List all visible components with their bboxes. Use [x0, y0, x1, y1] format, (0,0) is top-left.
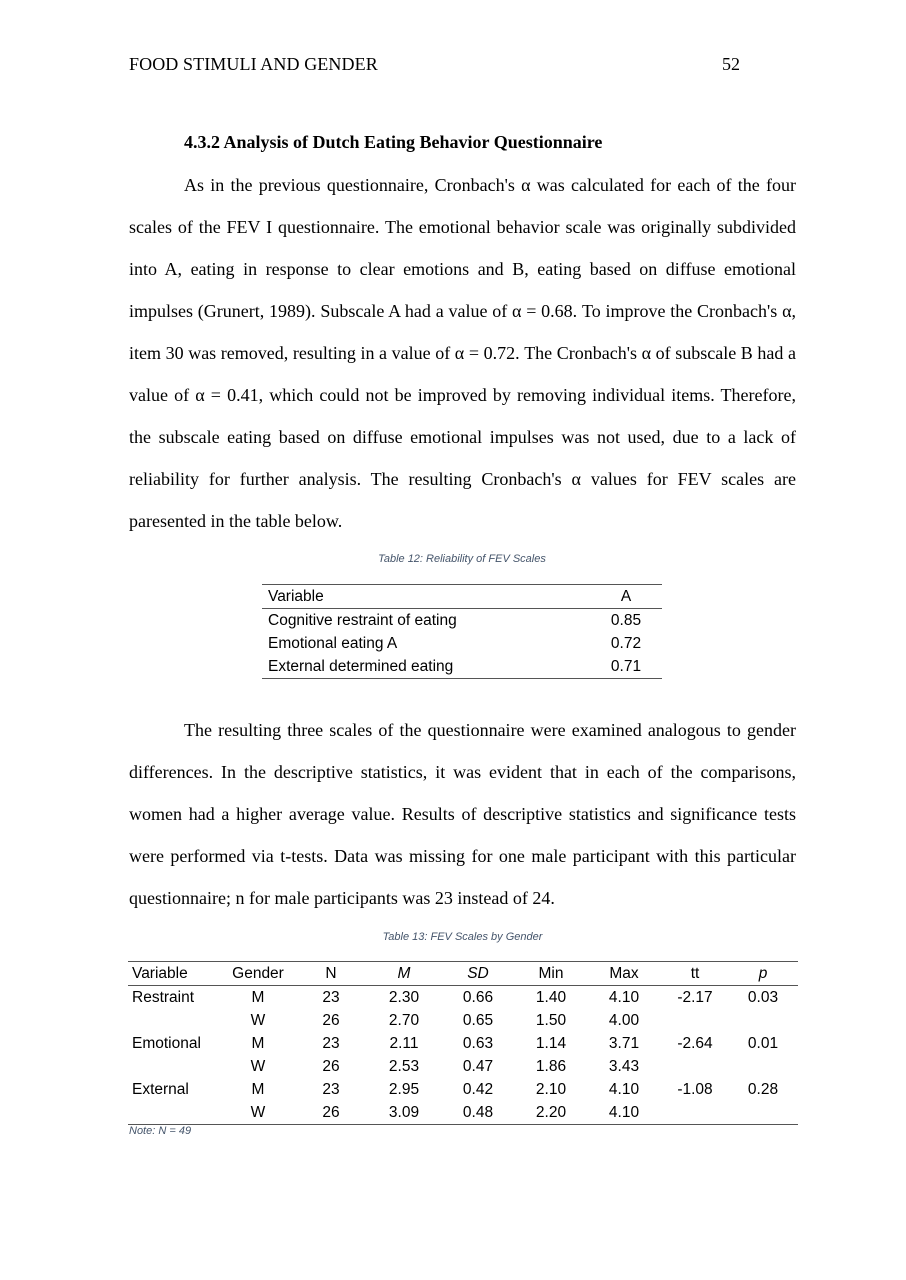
column-header: Min: [516, 962, 586, 986]
table-cell: [128, 1055, 222, 1078]
table-cell: 23: [322, 1080, 340, 1098]
table-row: [262, 609, 662, 633]
table-cell: [662, 1055, 728, 1078]
fev-scales-table: [128, 961, 798, 1125]
table-row: [128, 1078, 798, 1101]
table-cell: 2.53: [388, 1057, 420, 1075]
table-cell: 4.10: [608, 1080, 640, 1098]
table-cell: 4.00: [608, 1011, 640, 1029]
table-cell: [128, 1009, 222, 1032]
column-header: tt: [662, 962, 728, 986]
table-cell: 2.95: [388, 1080, 420, 1098]
table-header-row: [262, 585, 662, 609]
table-cell: 2.30: [388, 988, 420, 1006]
table-cell: W: [250, 1103, 266, 1121]
table-cell: [662, 1101, 728, 1125]
table-cell: -2.64: [677, 1034, 713, 1052]
table-cell: 0.65: [462, 1011, 494, 1029]
table-cell: M: [251, 1080, 265, 1098]
table-cell: 4.10: [608, 988, 640, 1006]
column-header: M: [368, 962, 440, 986]
column-header: N: [294, 962, 368, 986]
paragraph-text: The resulting three scales of the questionnaire were examined analogous to gender differences. In the descriptive statistics, it was evident that in each of the comparisons, women had a higher average value. Results of descriptive statistics and significance tests were performed via t-tests. Data was missing for one male participant with this particular questionnaire; n for male participants was 23 instead of 24.: [129, 720, 796, 908]
table-cell: [728, 1101, 798, 1125]
table-cell: 3.09: [388, 1103, 420, 1121]
column-header: Max: [586, 962, 662, 986]
table-row: [262, 655, 662, 679]
table-cell: 0.63: [462, 1034, 494, 1052]
column-header: p: [728, 962, 798, 986]
table-cell: 0.42: [462, 1080, 494, 1098]
column-header: Gender: [222, 962, 294, 986]
table-cell: M: [251, 988, 265, 1006]
section-heading: 4.3.2 Analysis of Dutch Eating Behavior Questionnaire: [184, 132, 603, 152]
table-cell: 1.40: [535, 988, 567, 1006]
table-note: Note: N = 49: [129, 1125, 192, 1137]
page-number: 52: [722, 54, 740, 74]
table-cell: 2.70: [388, 1011, 420, 1029]
table-row: [128, 1055, 798, 1078]
table-cell: 26: [322, 1103, 340, 1121]
table-cell: 2.10: [535, 1080, 567, 1098]
table-cell: External: [132, 1080, 189, 1098]
table-cell: 23: [322, 1034, 340, 1052]
table-caption: Table 13: FEV Scales by Gender: [382, 931, 543, 943]
table-cell: 1.14: [535, 1034, 567, 1052]
table-row: [128, 986, 798, 1010]
body-paragraph: [129, 164, 796, 542]
table-cell: 0.03: [747, 988, 779, 1006]
table-cell: 0.85: [610, 611, 642, 629]
running-head: FOOD STIMULI AND GENDER: [129, 54, 378, 74]
paragraph-text: As in the previous questionnaire, Cronbach's α was calculated for each of the four scales of the FEV I questionnaire. The emotional behavior scale was originally subdivided into A, eating in response to clear emotions and B, eating based on diffuse emotional impulses (Grunert, 1989). Subscale A had a value of α = 0.68. To improve the Cronbach's α, item 30 was removed, resulting in a value of α = 0.72. The Cronbach's α of subscale B had a value of α = 0.41, which could not be improved by removing individual items. Therefore, the subscale eating based on diffuse emotional impulses was not used, due to a lack of reliability for further analysis. The resulting Cronbach's α values for FEV scales are paresented in the table below.: [129, 175, 796, 531]
table-cell: 23: [322, 988, 340, 1006]
table-cell: Restraint: [132, 988, 195, 1006]
table-row: [128, 1032, 798, 1055]
table-cell: [728, 1055, 798, 1078]
table-cell: 0.71: [610, 657, 642, 675]
table-cell: 0.48: [462, 1103, 494, 1121]
table-cell: External determined eating: [268, 657, 454, 675]
table-cell: Emotional eating A: [268, 634, 398, 652]
table-row: [128, 1009, 798, 1032]
table-cell: 2.20: [535, 1103, 567, 1121]
column-header: Variable: [128, 962, 222, 986]
table-cell: 0.66: [462, 988, 494, 1006]
table-cell: Emotional: [132, 1034, 201, 1052]
table-cell: -1.08: [677, 1080, 713, 1098]
table-cell: 0.28: [747, 1080, 779, 1098]
table-cell: W: [250, 1057, 266, 1075]
table-header-row: [128, 962, 798, 986]
table-row: [128, 1101, 798, 1125]
table-cell: 0.01: [747, 1034, 779, 1052]
table-cell: 4.10: [608, 1103, 640, 1121]
reliability-table: [262, 584, 662, 679]
table-cell: 26: [322, 1057, 340, 1075]
table-cell: [128, 1101, 222, 1125]
table-cell: 3.71: [608, 1034, 640, 1052]
table-cell: W: [250, 1011, 266, 1029]
table-cell: -2.17: [677, 988, 713, 1006]
table-cell: 3.43: [608, 1057, 640, 1075]
table-cell: [662, 1009, 728, 1032]
table-caption: Table 12: Reliability of FEV Scales: [378, 553, 546, 565]
table-cell: 1.50: [535, 1011, 567, 1029]
table-cell: 0.72: [610, 634, 642, 652]
table-cell: 26: [322, 1011, 340, 1029]
table-cell: Cognitive restraint of eating: [268, 611, 457, 629]
table-cell: 2.11: [389, 1034, 419, 1052]
column-header: SD: [440, 962, 516, 986]
table-cell: 1.86: [535, 1057, 567, 1075]
column-header: Variable: [262, 585, 590, 609]
table-row: [262, 632, 662, 655]
table-cell: [728, 1009, 798, 1032]
column-header: A: [590, 585, 662, 609]
table-cell: M: [251, 1034, 265, 1052]
table-cell: 0.47: [462, 1057, 494, 1075]
body-paragraph: [129, 709, 796, 919]
